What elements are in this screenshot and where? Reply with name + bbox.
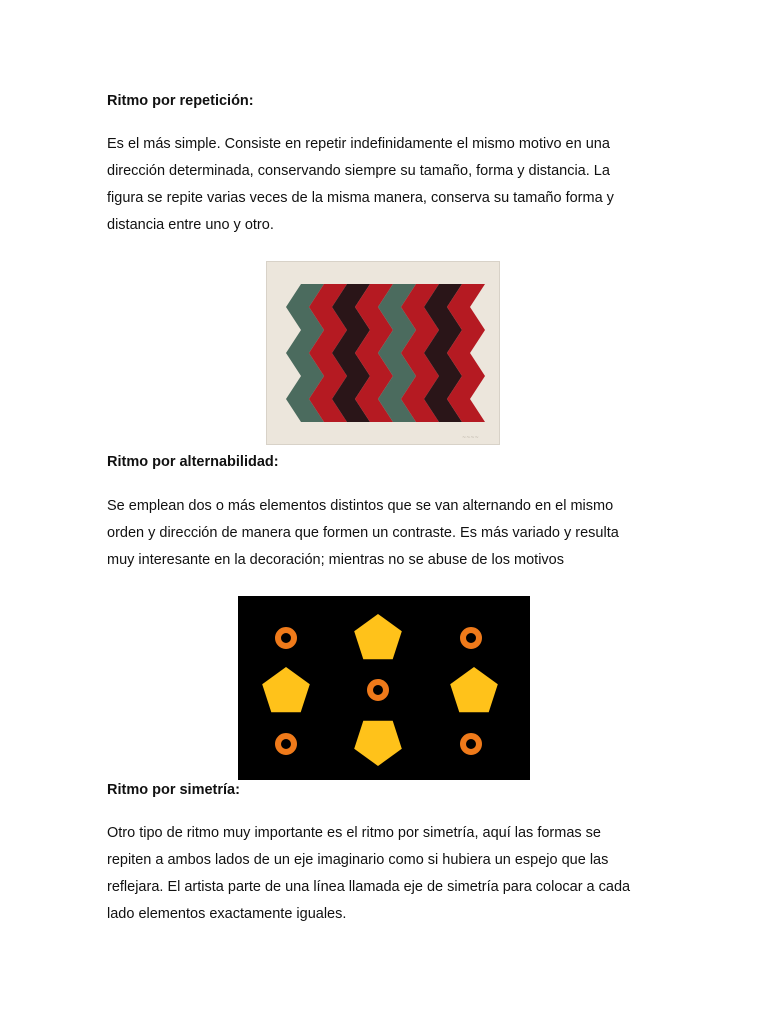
section-heading-alternabilidad: Ritmo por alternabilidad: xyxy=(107,454,279,470)
paragraph-line: dirección determinada, conservando siempre su tamaño, forma y distancia. La xyxy=(107,163,610,179)
zigzag-artwork-svg xyxy=(266,261,500,445)
section-paragraph-alternabilidad xyxy=(107,493,667,574)
paragraph-line: reflejara. El artista parte de una línea llamada eje de simetría para colocar a cada xyxy=(107,879,631,895)
zigzag-repetition-artwork xyxy=(266,261,500,445)
paragraph-line: Es el más simple. Consiste en repetir indefinidamente el mismo motivo en una xyxy=(107,136,610,152)
paragraph-line: lado elementos exactamente iguales. xyxy=(107,906,347,922)
paragraph-line: repiten a ambos lados de un eje imaginario como si hubiera un espejo que las xyxy=(107,852,609,868)
paragraph-line: orden y dirección de manera que formen un contraste. Es más variado y resulta xyxy=(107,525,619,541)
section-paragraph-simetria xyxy=(107,820,667,928)
section-paragraph-repeticion xyxy=(107,131,667,239)
alternation-artwork-svg xyxy=(238,596,530,780)
paragraph-line: figura se repite varias veces de la misma manera, conserva su tamaño forma y xyxy=(107,190,614,206)
section-heading-repeticion: Ritmo por repetición: xyxy=(107,93,254,109)
section-heading-simetria: Ritmo por simetría: xyxy=(107,782,240,798)
paragraph-line: Otro tipo de ritmo muy importante es el ritmo por simetría, aquí las formas se xyxy=(107,825,601,841)
paragraph-line: distancia entre uno y otro. xyxy=(107,217,274,233)
paragraph-line: muy interesante en la decoración; mientras no se abuse de los motivos xyxy=(107,552,564,568)
artwork-signature-mark: ~~~~ xyxy=(462,435,479,441)
paragraph-line: Se emplean dos o más elementos distintos que se van alternando en el mismo xyxy=(107,498,614,514)
alternation-artwork xyxy=(238,596,530,780)
